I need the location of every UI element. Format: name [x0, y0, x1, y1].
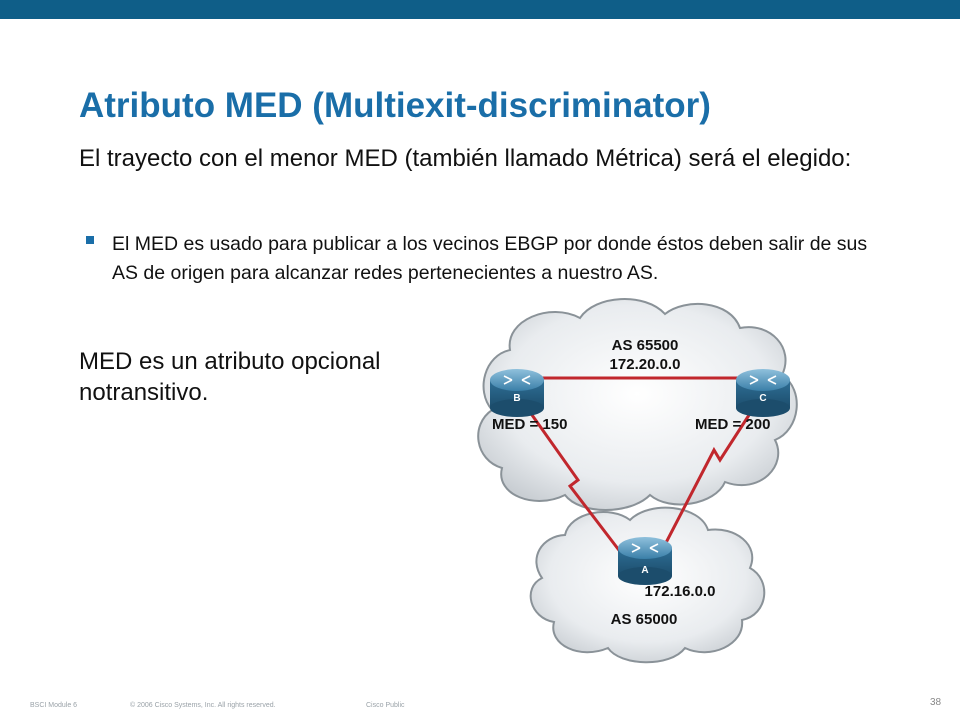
lower-network-label: 172.16.0.0 [644, 583, 716, 600]
square-bullet-icon [86, 236, 94, 244]
router-c-icon [736, 369, 790, 417]
upper-as-label: AS 65500 [611, 337, 679, 354]
router-c-label: C [759, 393, 767, 404]
footer-copyright: © 2006 Cisco Systems, Inc. All rights reserved. [130, 702, 276, 709]
bullet-text: El MED es usado para publicar a los vecinos EBGP por donde éstos deben salir de sus AS de origen para alcanzar redes pertenecientes a nuestro AS. [112, 233, 868, 284]
router-b-icon [490, 369, 544, 417]
footer-module: BSCI Module 6 [30, 702, 78, 709]
router-b-label: B [513, 393, 521, 404]
med-b-label: MED = 150 [492, 416, 568, 433]
bgp-med-diagram [470, 290, 810, 668]
med-c-label: MED = 200 [695, 416, 771, 433]
lower-as-label: AS 65000 [610, 611, 678, 628]
slide-title: Atributo MED (Multiexit-discriminator) [79, 86, 711, 125]
router-a-label: A [641, 565, 649, 576]
page-number: 38 [930, 697, 942, 708]
side-note: MED es un atributo opcional notransitivo. [79, 348, 381, 406]
top-banner [0, 0, 960, 19]
upper-network-label: 172.20.0.0 [609, 356, 681, 373]
footer-classification: Cisco Public [366, 702, 405, 709]
router-a-icon [618, 537, 672, 585]
slide-subtitle: El trayecto con el menor MED (también llamado Métrica) será el elegido: [79, 145, 852, 172]
